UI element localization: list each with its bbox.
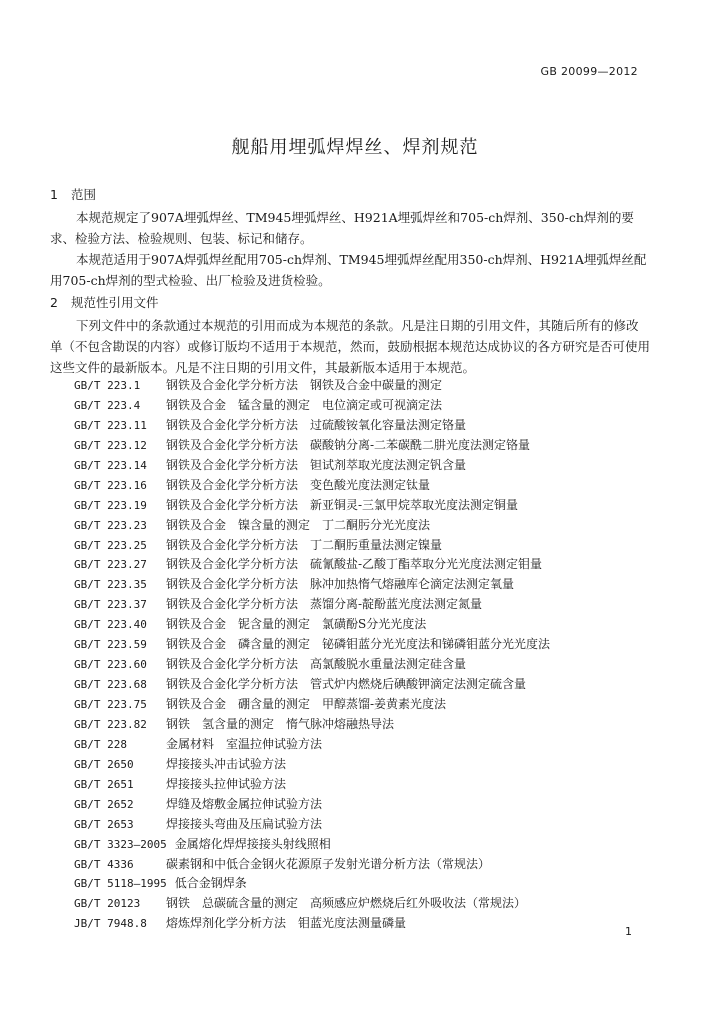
reference-title: 钢铁及合金化学分析方法 过硫酸铵氧化容量法测定铬量 [166,417,467,432]
reference-title: 钢铁及合金化学分析方法 管式炉内燃烧后碘酸钾滴定法测定硫含量 [166,677,527,692]
reference-code: GB/T 5118—1995 [74,877,167,891]
section-number: 2 [50,295,58,310]
reference-code: GB/T 223.11 [74,418,147,432]
reference-code: GB/T 223.12 [74,438,147,452]
reference-code: GB/T 223.27 [74,558,147,572]
reference-title: 焊接接头冲击试验方法 [166,756,287,771]
reference-item [74,675,664,695]
reference-item [74,575,664,595]
references-intro-paragraph: 下列文件中的条款通过本规范的引用而成为本规范的条款。凡是注日期的引用文件，其随后所有的修改单（不包含勘误的内容）或修订版均不适用于本规范，然而，鼓励根据本规范达成协议的各方研究是否可使用这些文件的最新版本。凡是不注日期的引用文件，其最新版本适用于本规范。 [50,318,651,375]
reference-title: 金属材料 室温拉伸试验方法 [166,736,323,751]
reference-title: 钢铁 总碳硫含量的测定 高频感应炉燃烧后红外吸收法（常规法） [166,896,527,911]
reference-title: 钢铁及合金 硼含量的测定 甲醇蒸馏-姜黄素光度法 [166,697,447,711]
reference-item [74,874,664,894]
reference-code: GB/T 20123 [74,897,141,911]
reference-code: GB/T 223.14 [74,458,147,472]
reference-title: 焊缝及熔敷金属拉伸试验方法 [166,796,323,811]
reference-code: JB/T 7948.8 [74,917,147,931]
scope-paragraph-2: 本规范适用于907A焊弧焊丝配用705-ch焊剂、TM945埋弧焊丝配用350-ch焊剂、H921A埋弧焊丝配用705-ch焊剂的型式检验、出厂检验及进货检验。 [50,252,647,288]
reference-item [74,376,664,396]
reference-title: 钢铁及合金化学分析方法 丁二酮肟重量法测定镍量 [166,537,443,552]
reference-title: 钢铁及合金化学分析方法 脉冲加热惰气熔融库仑滴定法测定氧量 [166,577,515,592]
reference-title: 钢铁及合金化学分析方法 高氯酸脱水重量法测定硅含量 [166,657,467,672]
reference-item [74,635,664,655]
section-heading-references [50,293,159,311]
reference-title: 碳素钢和中低合金钢火花源原子发射光谱分析方法（常规法） [166,856,491,871]
reference-item [74,396,664,416]
section-number: 1 [50,187,58,202]
scope-paragraph-1: 本规范规定了907A埋弧焊丝、TM945埋弧焊丝、H921A埋弧焊丝和705-ch焊剂、350-ch焊剂的要求、检验方法、检验规则、包装、标记和储存。 [50,210,634,246]
section-title: 范围 [70,187,96,202]
reference-item [74,695,664,715]
reference-code: GB/T 4336 [74,857,134,871]
standard-code: GB 20099—2012 [540,65,638,78]
reference-item [74,835,664,855]
reference-item [74,855,664,875]
reference-item [74,456,664,476]
section-title: 规范性引用文件 [70,295,159,310]
reference-code: GB/T 2651 [74,777,134,791]
reference-code: GB/T 2652 [74,797,134,811]
reference-title: 钢铁及合金 镍含量的测定 丁二酮肟分光光度法 [166,517,431,532]
reference-code: GB/T 223.4 [74,398,141,412]
reference-code: GB/T 2650 [74,757,134,771]
reference-code: GB/T 223.16 [74,478,147,492]
reference-item [74,715,664,735]
reference-title: 钢铁及合金 磷含量的测定 铋磷钼蓝分光光度法和锑磷钼蓝分光光度法 [166,637,551,652]
reference-title: 焊接接头弯曲及压扁试验方法 [166,816,323,831]
reference-code: GB/T 2653 [74,817,134,831]
reference-item [74,555,664,575]
reference-item [74,416,664,436]
reference-item [74,536,664,556]
reference-item [74,595,664,615]
reference-code: GB/T 223.82 [74,717,147,731]
reference-title: 钢铁及合金 锰含量的测定 电位滴定或可视滴定法 [166,397,443,412]
reference-item [74,795,664,815]
reference-title: 钢铁及合金 铌含量的测定 氯磺酚S分光光度法 [166,617,427,632]
reference-item [74,476,664,496]
reference-item [74,436,664,456]
reference-title: 钢铁 氢含量的测定 惰气脉冲熔融热导法 [166,716,395,731]
reference-code: GB/T 223.75 [74,698,147,711]
reference-title: 熔炼焊剂化学分析方法 钼蓝光度法测量磷量 [166,916,407,931]
reference-code: GB/T 223.1 [74,379,141,392]
reference-item [74,775,664,795]
reference-title: 钢铁及合金化学分析方法 新亚铜灵-三氯甲烷萃取光度法测定铜量 [166,497,519,512]
reference-item [74,516,664,536]
reference-item [74,735,664,755]
reference-code: GB/T 223.59 [74,638,147,652]
reference-title: 钢铁及合金化学分析方法 碳酸钠分离-二苯碳酰二肼光度法测定铬量 [166,437,531,452]
reference-code: GB/T 223.19 [74,498,147,512]
reference-item [74,894,664,914]
reference-code: GB/T 228 [74,737,127,751]
reference-code: GB/T 223.37 [74,598,147,612]
document-title: 舰船用埋弧焊焊丝、焊剂规范 [231,137,479,158]
reference-code: GB/T 223.60 [74,658,147,672]
reference-code: GB/T 223.25 [74,538,147,552]
reference-item [74,496,664,516]
reference-title: 钢铁及合金化学分析方法 变色酸光度法测定钛量 [166,477,431,492]
reference-title: 钢铁及合金化学分析方法 蒸馏分离-靛酚蓝光度法测定氮量 [166,597,483,612]
reference-title: 焊接接头拉伸试验方法 [166,776,287,791]
reference-code: GB/T 3323—2005 [74,837,167,851]
page-number: 1 [625,925,632,938]
reference-item [74,914,664,934]
reference-list [74,376,664,934]
reference-code: GB/T 223.35 [74,578,147,592]
reference-item [74,815,664,835]
reference-title: 钢铁及合金化学分析方法 钢铁及合金中碳量的测定 [166,378,443,392]
reference-title: 钢铁及合金化学分析方法 硫氰酸盐-乙酸丁酯萃取分光光度法测定钼量 [166,557,543,572]
reference-code: GB/T 223.40 [74,618,147,632]
section-heading-scope [50,185,96,203]
reference-title: 低合金钢焊条 [174,876,247,891]
reference-code: GB/T 223.23 [74,518,147,532]
reference-item [74,755,664,775]
reference-item [74,615,664,635]
reference-title: 钢铁及合金化学分析方法 钽试剂萃取光度法测定钒含量 [166,457,467,472]
reference-item [74,655,664,675]
reference-code: GB/T 223.68 [74,678,147,692]
reference-title: 金属熔化焊焊接接头射线照相 [174,836,331,851]
